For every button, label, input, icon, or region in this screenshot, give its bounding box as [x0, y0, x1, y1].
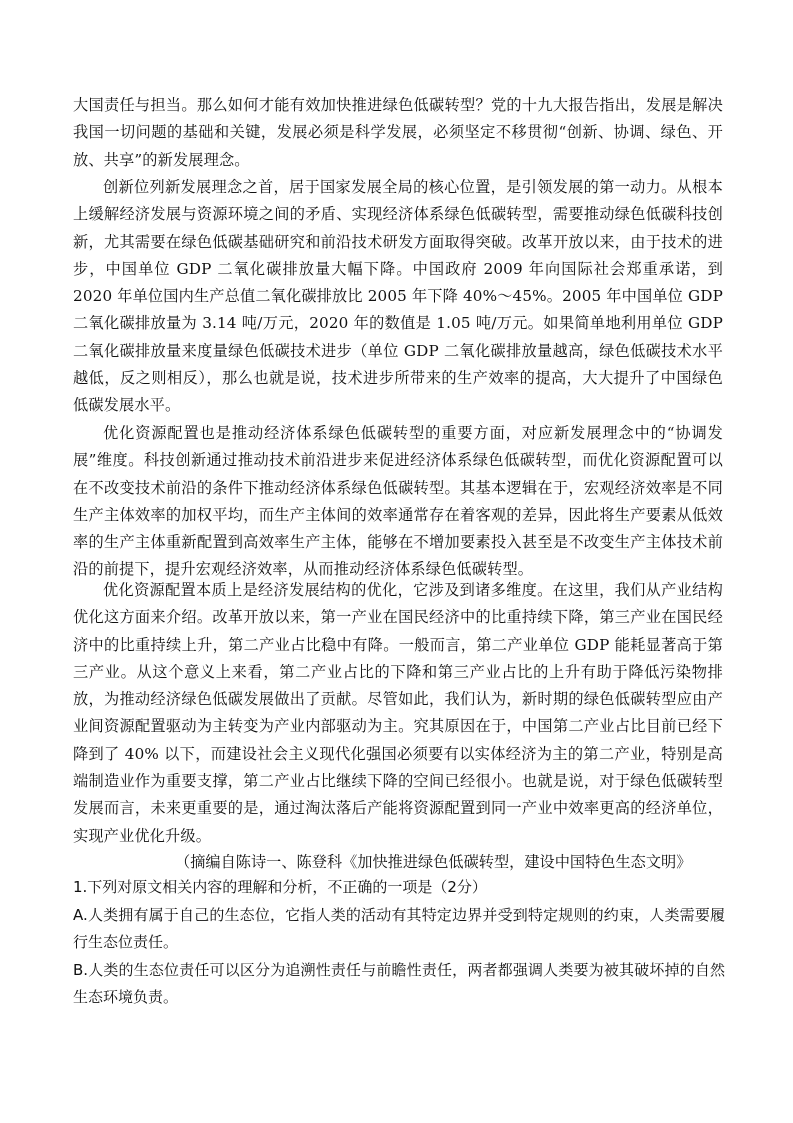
source-citation: （摘编自陈诗一、陈登科《加快推进绿色低碳转型，建设中国特色生态文明》 — [175, 853, 692, 871]
question-1-option-a: A.人类拥有属于自己的生态位，它指人类的活动有其特定边界并受到特定规则的约束，人类需要履行生态位责任。 — [73, 906, 725, 951]
paragraph-innovation: 创新位列新发展理念之首，居于国家发展全局的核心位置，是引领发展的第一动力。从根本上缓解经济发展与资源环境之间的矛盾、实现经济体系绿色低碳转型，需要推动绿色低碳科技创新，尤其需要在绿色低碳基础研究和前沿技术研发方面取得突破。改革开放以来，由于技术的进步，中国单位 GDP 二氧化碳排放量大幅下降。中国政府 2009 年向国际社会郑重承诺，到 2020 年单位国内生产总值二氧化碳排放比 2005 年下降 40%～45%。2005 年中国单位 GDP 二氧化碳排放量为 3.14 吨/万元，2020 年的数值是 1.05 吨/万元。如果简单地利用单位 GDP 二氧化碳排放量来度量绿色低碳技术进步（单位 GDP 二氧化碳排放量越高，绿色低碳技术水平越低，反之则相反），那么也就是说，技术进步所带来的生产效率的提高，大大提升了中国绿色低碳发展水平。 — [73, 178, 723, 415]
paragraph-resource-allocation: 优化资源配置也是推动经济体系绿色低碳转型的重要方面，对应新发展理念中的“协调发展”维度。科技创新通过推动技术前沿进步来促进经济体系绿色低碳转型，而优化资源配置可以在不改变技术前沿的条件下推动经济体系绿色低碳转型。其基本逻辑在于，宏观经济效率是不同生产主体效率的加权平均，而生产主体间的效率通常存在着客观的差异，因此将生产要素从低效率的生产主体重新配置到高效率生产主体，能够在不增加要素投入甚至是不改变生产主体技术前沿的前提下，提升宏观经济效率，从而推动经济体系绿色低碳转型。 — [73, 424, 723, 579]
question-1-stem: 1.下列对原文相关内容的理解和分析，不正确的一项是（2分） — [73, 878, 487, 896]
question-1-option-b: B.人类的生态位责任可以区分为追溯性责任与前瞻性责任，两者都强调人类要为被其破坏掉的自然生态环境负责。 — [73, 961, 725, 1006]
paragraph-industrial-structure: 优化资源配置本质上是经济发展结构的优化，它涉及到诸多维度。在这里，我们从产业结构优化这方面来介绍。改革开放以来，第一产业在国民经济中的比重持续下降，第三产业在国民经济中的比重持续上升，第二产业占比稳中有降。一般而言，第二产业单位 GDP 能耗显著高于第三产业。从这个意义上来看，第二产业占比的下降和第三产业占比的上升有助于降低污染物排放，为推动经济绿色低碳发展做出了贡献。尽管如此，我们认为，新时期的绿色低碳转型应由产业间资源配置驱动为主转变为产业内部驱动为主。究其原因在于，中国第二产业占比目前已经下降到了 40% 以下，而建设社会主义现代化强国必须要有以实体经济为主的第二产业，特别是高端制造业作为重要支撑，第二产业占比继续下降的空间已经很小。也就是说，对于绿色低碳转型发展而言，未来更重要的是，通过淘汰落后产能将资源配置到同一产业中效率更高的经济单位，实现产业优化升级。 — [73, 581, 723, 845]
paragraph-intro: 大国责任与担当。那么如何才能有效加快推进绿色低碳转型？党的十九大报告指出，发展是解决我国一切问题的基础和关键，发展必须是科学发展，必须坚定不移贯彻“创新、协调、绿色、开放、共享”的新发展理念。 — [73, 96, 723, 169]
